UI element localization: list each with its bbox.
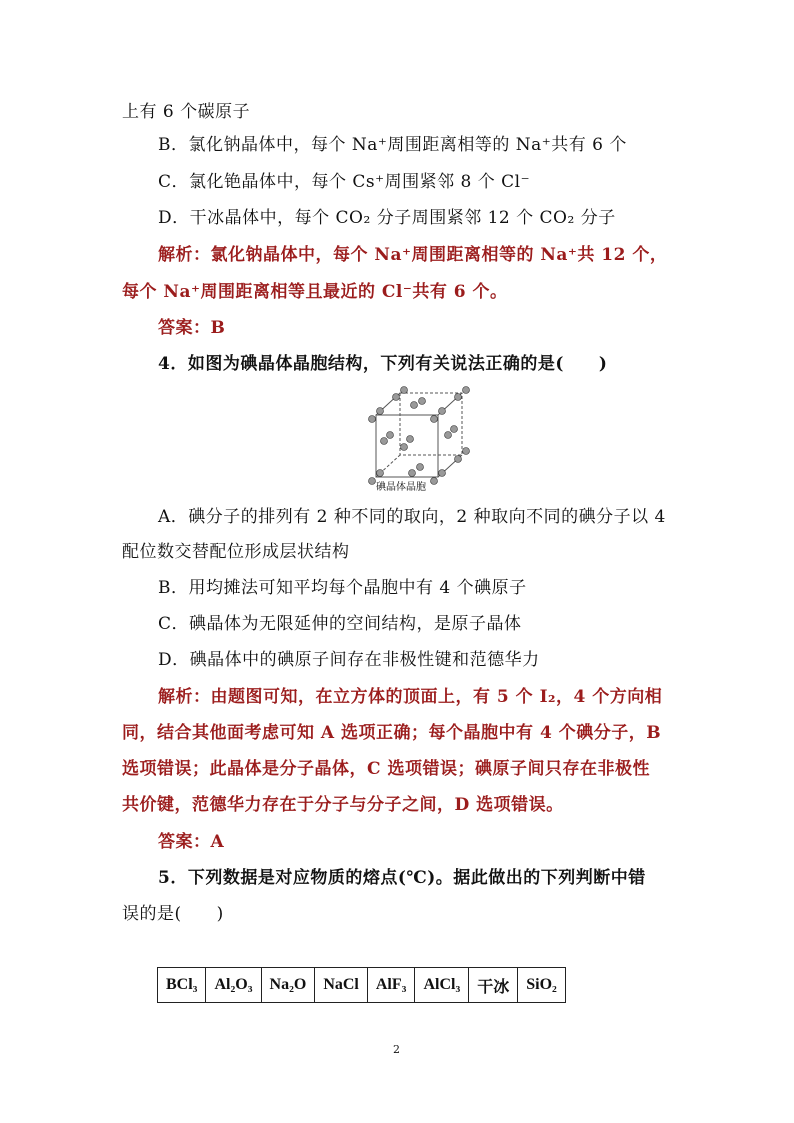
explanation-line: 共价键，范德华力存在于分子与分子之间，D 选项错误。 (122, 795, 564, 815)
option-b: B．氯化钠晶体中，每个 Na⁺周围距离相等的 Na⁺共有 6 个 (158, 135, 627, 155)
answer-label: 答案：A (158, 832, 225, 852)
explanation-line: 选项错误；此晶体是分子晶体，C 选项错误；碘原子间只存在非极性 (122, 759, 650, 779)
figure-caption: 碘晶体晶胞 (376, 482, 426, 493)
option-a-cont: 配位数交替配位形成层状结构 (122, 542, 350, 562)
option-d: D．干冰晶体中，每个 CO₂ 分子周围紧邻 12 个 CO₂ 分子 (158, 208, 616, 228)
table-header-cell: AlCl₃ (415, 968, 469, 1003)
option-c: C．碘晶体为无限延伸的空间结构，是原子晶体 (158, 614, 522, 634)
option-b: B．用均摊法可知平均每个晶胞中有 4 个碘原子 (158, 578, 527, 598)
explanation-line: 解析：由题图可知，在立方体的顶面上，有 5 个 I₂，4 个方向相 (158, 687, 663, 707)
table-header-cell: Al₂O₃ (206, 968, 261, 1003)
melting-point-table (157, 967, 566, 1003)
iodine-unit-cell-figure (364, 385, 474, 489)
text-line: 上有 6 个碳原子 (122, 102, 251, 122)
explanation-line: 同，结合其他面考虑可知 A 选项正确；每个晶胞中有 4 个碘分子，B (122, 723, 662, 743)
question-5-cont: 误的是( ) (122, 904, 224, 924)
option-c: C．氯化铯晶体中，每个 Cs⁺周围紧邻 8 个 Cl⁻ (158, 172, 531, 192)
table-header-cell: AlF₃ (367, 968, 415, 1003)
explanation-line: 解析：氯化钠晶体中，每个 Na⁺周围距离相等的 Na⁺共 12 个， (158, 245, 668, 265)
question-5: 5．下列数据是对应物质的熔点(℃)。据此做出的下列判断中错 (158, 868, 646, 888)
table-header-cell: 干冰 (469, 968, 518, 1003)
answer-label: 答案：B (158, 318, 226, 338)
option-d: D．碘晶体中的碘原子间存在非极性键和范德华力 (158, 650, 540, 670)
table-header-cell: SiO₂ (518, 968, 566, 1003)
option-a: A．碘分子的排列有 2 种不同的取向，2 种取向不同的碘分子以 4 (158, 507, 666, 527)
page-number: 2 (393, 1043, 400, 1056)
table-header-cell: Na₂O (261, 968, 315, 1003)
table-header-cell: BCl₃ (158, 968, 206, 1003)
question-4: 4．如图为碘晶体晶胞结构，下列有关说法正确的是( ) (158, 354, 608, 374)
table-header-cell: NaCl (315, 968, 368, 1003)
explanation-line: 每个 Na⁺周围距离相等且最近的 Cl⁻共有 6 个。 (122, 282, 508, 302)
table-row (158, 968, 566, 1003)
